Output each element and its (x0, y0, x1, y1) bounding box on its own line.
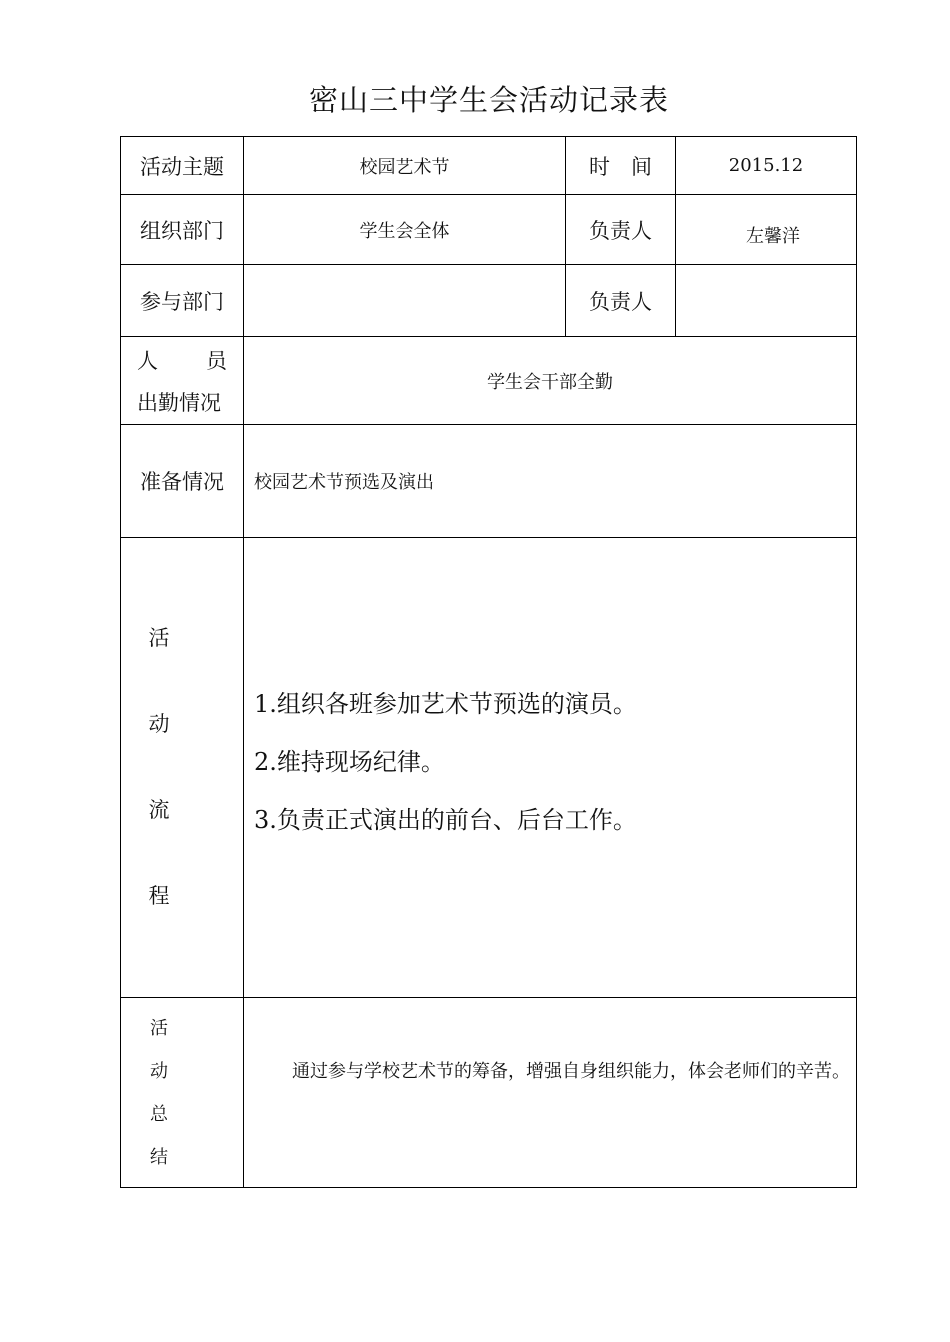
org-lead-value: 左馨洋 (746, 225, 800, 247)
summary-label-char: 结 (150, 1147, 168, 1168)
org-dept-label: 组织部门 (140, 218, 224, 243)
attendance-label-line: 出勤情况 (137, 390, 221, 415)
table-border-right (856, 136, 857, 1188)
list-item: 2.维持现场纪律。 (254, 748, 445, 776)
table-border-bottom (120, 1187, 857, 1188)
org-dept-value: 学生会全体 (359, 220, 450, 242)
attendance-label-char: 人 (137, 348, 158, 373)
org-lead-label: 负责人 (589, 218, 652, 243)
summary-label-char: 动 (150, 1061, 168, 1082)
time-value: 2015.12 (728, 155, 804, 176)
attendance-label (121, 337, 243, 424)
process-label-char: 程 (148, 884, 170, 908)
prep-value: 校园艺术节预选及演出 (254, 472, 434, 493)
participate-dept-label: 参与部门 (140, 289, 224, 314)
participate-lead-label: 负责人 (589, 289, 652, 314)
time-label: 时 间 (589, 154, 652, 179)
summary-label (121, 1014, 197, 1173)
list-item: 3.负责正式演出的前台、后台工作。 (254, 806, 637, 834)
participate-dept-value (244, 265, 565, 336)
theme-label: 活动主题 (140, 154, 224, 179)
row-divider (120, 997, 857, 998)
process-label (121, 622, 197, 920)
process-label-char: 动 (148, 712, 170, 736)
attendance-value: 学生会干部全勤 (487, 371, 613, 393)
process-list (254, 684, 637, 858)
list-item: 1.组织各班参加艺术节预选的演员。 (254, 690, 637, 718)
prep-label: 准备情况 (140, 470, 224, 494)
summary-text: 通过参与学校艺术节的筹备，增强自身组织能力，体会老师们的辛苦。 (292, 1061, 850, 1082)
participate-lead-value (676, 265, 856, 336)
theme-value: 校园艺术节 (359, 156, 450, 178)
summary-label-char: 活 (150, 1018, 168, 1039)
row-divider (120, 537, 857, 538)
attendance-label-char: 员 (206, 348, 227, 373)
process-label-char: 活 (148, 626, 170, 650)
page-title: 密山三中学生会活动记录表 (308, 83, 669, 117)
process-label-char: 流 (148, 798, 170, 822)
summary-label-char: 总 (150, 1104, 168, 1125)
